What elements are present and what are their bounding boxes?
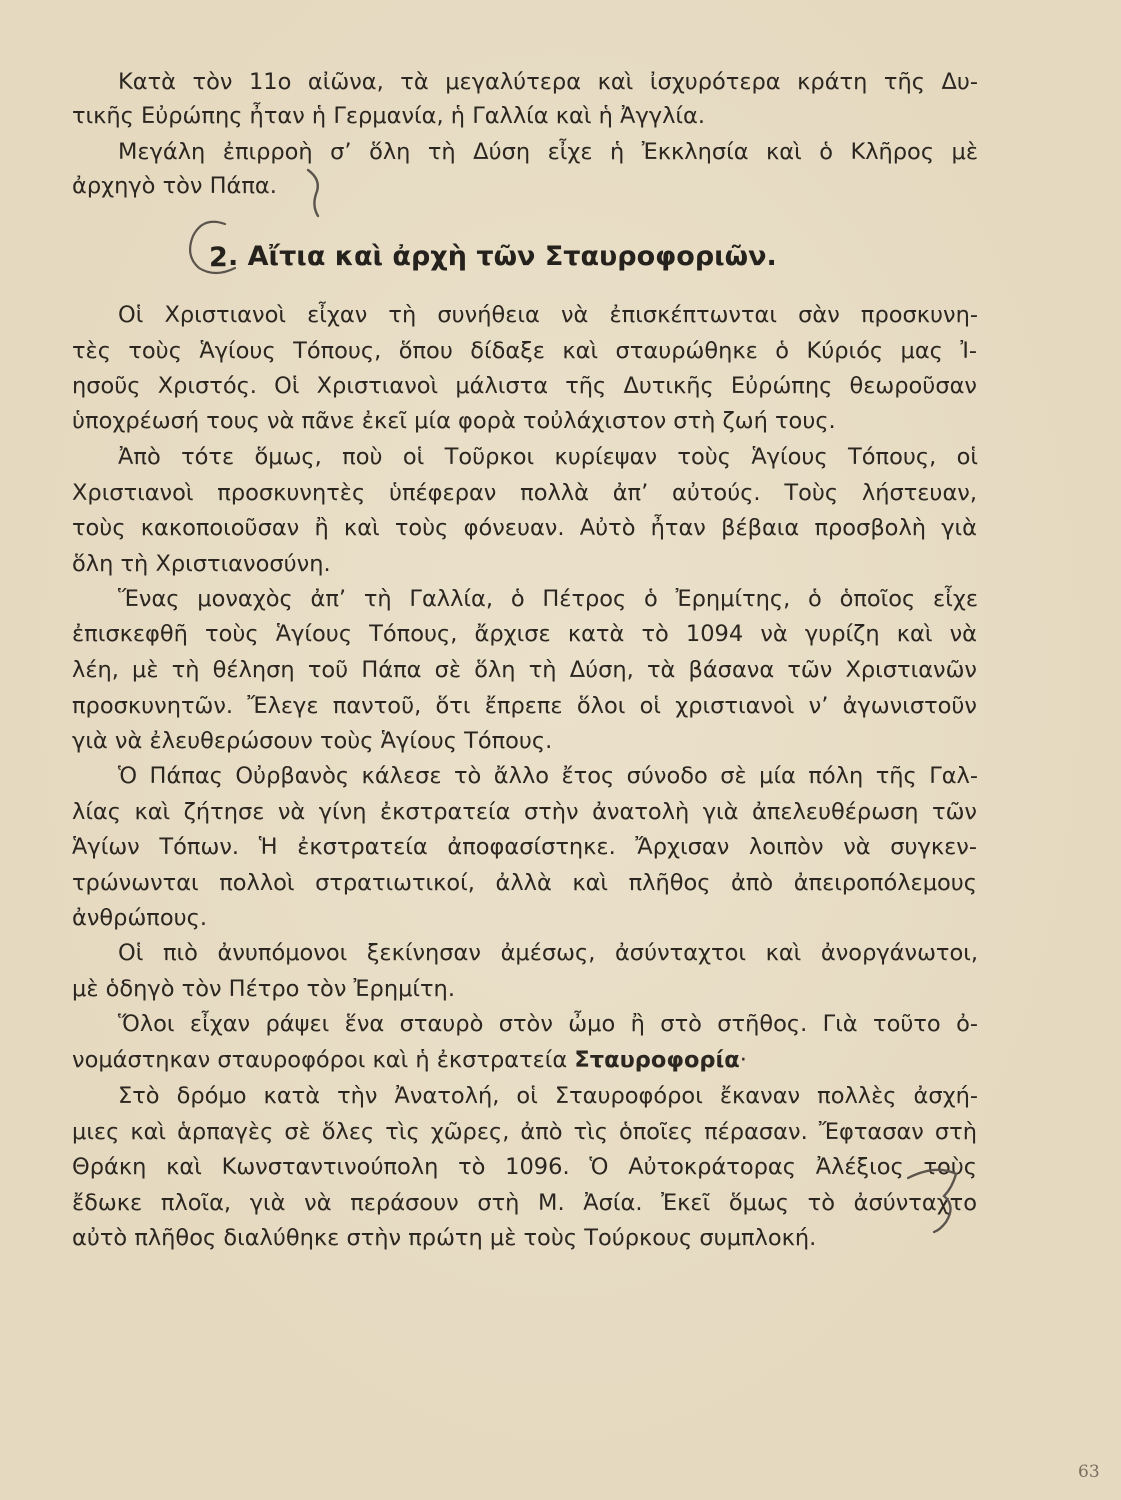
body-line-27: αὐτὸ πλῆθος διαλύθηκε στὴν πρώτη μὲ τοὺς Τούρκους συμπλοκή.	[72, 1225, 817, 1251]
body-line-16: Ἁγίων Τόπων. Ἡ ἐκστρατεία ἀποφασίστηκε. Ἄρχισαν λοιπὸν νὰ συγκεν-	[72, 834, 977, 860]
body-line-13: γιὰ νὰ ἐλευθερώσουν τοὺς Ἁγίους Τόπους.	[72, 728, 553, 754]
intro-line-1: Κατὰ τὸν 11ο αἰῶνα, τὰ μεγαλύτερα καὶ ἰσχυρότερα κράτη τῆς Δυ-	[118, 69, 978, 95]
section-number: 2	[209, 242, 228, 273]
body-line-24: μιες καὶ ἁρπαγὲς σὲ ὅλες τὶς χῶρες, ἀπὸ τὶς ὁποῖες πέρασαν. Ἔφτασαν στὴ	[72, 1119, 977, 1145]
body-line-12: προσκυνητῶν. Ἔλεγε παντοῦ, ὅτι ἔπρεπε ὅλοι οἱ χριστιανοὶ ν’ ἀγωνιστοῦν	[72, 693, 977, 719]
body-line-20: μὲ ὁδηγὸ τὸν Πέτρο τὸν Ἐρημίτη.	[72, 976, 455, 1002]
body-line-22	[72, 1044, 977, 1076]
body-line-14: Ὁ Πάπας Οὐρβανὸς κάλεσε τὸ ἄλλο ἔτος σύνοδο σὲ μία πόλη τῆς Γαλ-	[118, 763, 978, 789]
body-line-21: Ὅλοι εἶχαν ράψει ἕνα σταυρὸ στὸν ὦμο ἢ στὸ στῆθος. Γιὰ τοῦτο ὀ-	[118, 1011, 978, 1037]
section-title: . Αἴτια καὶ ἀρχὴ τῶν Σταυροφοριῶν.	[228, 241, 777, 272]
body-line-17: τρώνωνται πολλοὶ στρατιωτικοί, ἀλλὰ καὶ πλῆθος ἀπὸ ἀπειροπόλεμους	[72, 870, 977, 896]
bold-term-suffix: ·	[739, 1047, 747, 1073]
body-line-22-text: νομάστηκαν σταυροφόροι καὶ ἡ ἐκστρατεία	[72, 1047, 575, 1073]
body-line-6: Χριστιανοὶ προσκυνητὲς ὑπέφεραν πολλὰ ἀπ’ αὐτούς. Τοὺς λήστευαν,	[72, 480, 977, 506]
body-line-19: Οἱ πιὸ ἀνυπόμονοι ξεκίνησαν ἀμέσως, ἀσύνταχτοι καὶ ἀνοργάνωτοι,	[118, 940, 978, 966]
body-line-5: Ἀπὸ τότε ὅμως, ποὺ οἱ Τοῦρκοι κυρίεψαν τοὺς Ἁγίους Τόπους, οἱ	[118, 444, 978, 470]
body-line-26: ἔδωκε πλοῖα, γιὰ νὰ περάσουν στὴ Μ. Ἀσία. Ἐκεῖ ὅμως τὸ ἀσύνταχτο	[72, 1190, 977, 1216]
body-line-7: τοὺς κακοποιοῦσαν ἢ καὶ τοὺς φόνευαν. Αὐτὸ ἦταν βέβαια προσβολὴ γιὰ	[72, 515, 977, 541]
body-line-10: ἐπισκεφθῆ τοὺς Ἁγίους Τόπους, ἄρχισε κατὰ τὸ 1094 νὰ γυρίζη καὶ νὰ	[72, 621, 977, 647]
intro-line-4: ἀρχηγὸ τὸν Πάπα.	[72, 173, 277, 199]
body-line-3: ησοῦς Χριστός. Οἱ Χριστιανοὶ μάλιστα τῆς Δυτικῆς Εὐρώπης θεωροῦσαν	[72, 373, 977, 399]
bold-term-crusade: Σταυροφορία	[574, 1047, 740, 1073]
intro-line-2: τικῆς Εὐρώπης ἦταν ἡ Γερμανία, ἡ Γαλλία καὶ ἡ Ἀγγλία.	[72, 103, 705, 129]
body-line-18: ἀνθρώπους.	[72, 905, 207, 931]
body-line-9: Ἕνας μοναχὸς ἀπ’ τὴ Γαλλία, ὁ Πέτρος ὁ Ἐρημίτης, ὁ ὁποῖος εἶχε	[118, 586, 978, 612]
body-line-4: ὑποχρέωσή τους νὰ πᾶνε ἐκεῖ μία φορὰ τοὐλάχιστον στὴ ζωή τους.	[72, 408, 836, 434]
body-line-15: λίας καὶ ζήτησε νὰ γίνη ἐκστρατεία στὴν ἀνατολὴ γιὰ ἀπελευθέρωση τῶν	[72, 799, 977, 825]
intro-line-3: Μεγάλη ἐπιρροὴ σ’ ὅλη τὴ Δύση εἶχε ἡ Ἐκκλησία καὶ ὁ Κλῆρος μὲ	[118, 139, 978, 165]
body-line-11: λέη, μὲ τὴ θέληση τοῦ Πάπα σὲ ὅλη τὴ Δύση, τὰ βάσανα τῶν Χριστιανῶν	[72, 657, 977, 683]
body-line-25: Θράκη καὶ Κωνσταντινούπολη τὸ 1096. Ὁ Αὐτοκράτορας Ἀλέξιος τοὺς	[72, 1154, 977, 1180]
page-number: 63	[1078, 1462, 1100, 1482]
body-line-8: ὅλη τὴ Χριστιανοσύνη.	[72, 551, 331, 577]
body-line-23: Στὸ δρόμο κατὰ τὴν Ἀνατολή, οἱ Σταυροφόροι ἔκαναν πολλὲς ἀσχή-	[118, 1083, 978, 1109]
body-line-2: τὲς τοὺς Ἁγίους Τόπους, ὅπου δίδαξε καὶ σταυρώθηκε ὁ Κύριός μας Ἰ-	[72, 338, 977, 364]
body-line-1: Οἱ Χριστιανοὶ εἶχαν τὴ συνήθεια νὰ ἐπισκέπτωνται σὰν προσκυνη-	[118, 302, 978, 328]
